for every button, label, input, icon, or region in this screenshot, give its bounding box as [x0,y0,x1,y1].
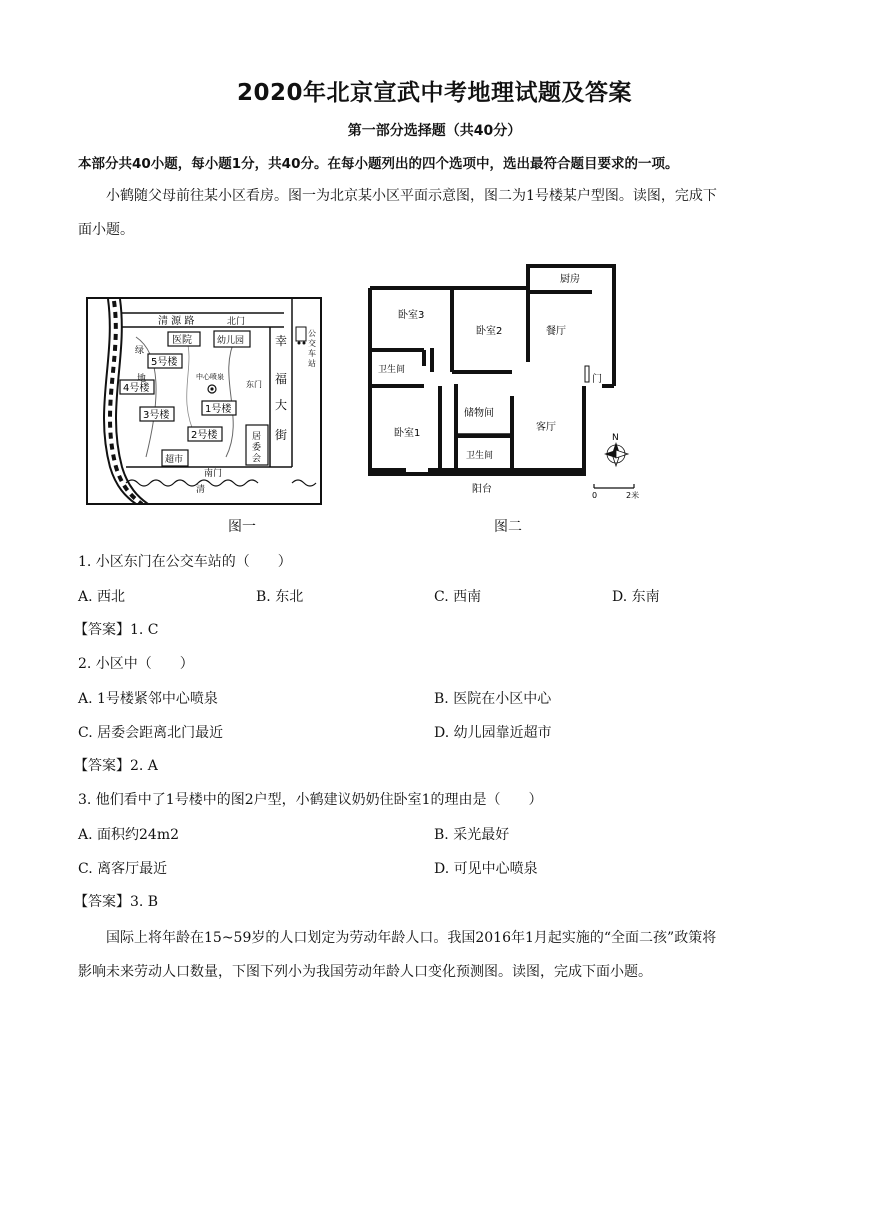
floor-plan-figure [366,262,656,507]
storage-label: 储物间 [464,408,494,419]
question-3-stem: 3. 他们看中了1号楼中的图2户型，小鹤建议奶奶住卧室1的理由是（ ） [78,792,543,808]
bus-stop-char-4: 站 [308,359,316,368]
question-3-answer: 【答案】3. B [74,894,159,910]
question-1-stem: 1. 小区东门在公交车站的（ ） [78,554,292,570]
scale-two-label: 2米 [626,491,640,500]
question-3-option-c[interactable]: C. 离客厅最近 [78,861,168,877]
question-2-answer: 【答案】2. A [74,758,158,774]
question-1-option-d[interactable]: D. 东南 [612,589,660,605]
scale-zero-label: 0 [592,491,598,500]
question-3-option-d[interactable]: D. 可见中心喷泉 [434,861,538,877]
question-1-option-c[interactable]: C. 西南 [434,589,482,605]
section-subtitle: 第一部分选择题（共40分） [347,123,522,139]
green-label-1: 绿 [135,346,145,356]
question-2-option-a[interactable]: A. 1号楼紧邻中心喷泉 [78,691,218,707]
bus-stop-char-1: 公 [308,329,316,338]
door-label: 门 [592,374,602,385]
river-label: 清 [196,485,206,495]
bus-stop-char-2: 交 [308,339,316,348]
intro2-line-2: 影响未来劳动人口数量，下图下列小为我国劳动年龄人口变化预测图。读图，完成下面小题。 [78,964,652,980]
figure-2-caption: 图二 [494,519,522,535]
street-char-1: 幸 [275,334,288,348]
north-arrow-icon [604,442,628,466]
south-gate-label: 南门 [204,469,223,479]
question-2-stem: 2. 小区中（ ） [78,656,194,672]
street-char-4: 街 [275,428,288,442]
bedroom1-label: 卧室1 [394,428,421,439]
living-room-label: 客厅 [536,422,556,433]
bathroom1-label: 卫生间 [378,365,406,375]
intro2-line-1: 国际上将年龄在15~59岁的人口划定为劳动年龄人口。我国2016年1月起实施的“全面二孩”政策将 [106,930,717,946]
question-2-option-b[interactable]: B. 医院在小区中心 [434,691,552,707]
committee-char-1: 居 [252,432,262,442]
figure-1-caption: 图一 [228,519,256,535]
question-2-option-c[interactable]: C. 居委会距离北门最近 [78,725,224,741]
building-4-label: 4号楼 [123,383,150,394]
bus-stop-char-3: 车 [308,349,316,358]
east-gate-label: 东门 [246,380,262,389]
question-1-answer: 【答案】1. C [74,622,159,638]
street-char-3: 大 [275,398,288,412]
building-3-label: 3号楼 [143,410,170,421]
committee-char-3: 会 [252,454,262,464]
community-map-figure [86,297,322,505]
intro-line-2: 面小题。 [78,222,134,238]
page-title: 2020年北京宣武中考地理试题及答案 [236,80,632,106]
question-3-option-b[interactable]: B. 采光最好 [434,827,510,843]
hospital-label: 医院 [172,335,192,346]
question-1-option-a[interactable]: A. 西北 [78,589,126,605]
kitchen-label: 厨房 [560,274,580,285]
balcony-label: 阳台 [472,484,492,495]
question-2-option-d[interactable]: D. 幼儿园靠近超市 [434,725,552,741]
question-3-option-a[interactable]: A. 面积约24m2 [78,827,180,843]
north-gate-label: 北门 [227,317,246,327]
fountain-label: 中心喷泉 [196,373,224,381]
bedroom3-label: 卧室3 [398,310,425,321]
question-1-option-b[interactable]: B. 东北 [256,589,304,605]
instructions: 本部分共40小题，每小题1分，共40分。在每小题列出的四个选项中，选出最符合题目要求的一项。 [78,156,679,172]
north-label: N [612,433,619,443]
street-char-2: 福 [275,372,288,386]
bedroom2-label: 卧室2 [476,326,503,337]
bus-stop-icon [296,327,306,345]
supermarket-label: 超市 [165,455,184,465]
building-5-label: 5号楼 [151,357,178,368]
building-2-label: 2号楼 [191,430,218,441]
green-label-2: 地 [137,374,147,384]
road-north-label: 清 源 路 [158,316,195,327]
intro-line-1: 小鹤随父母前往某小区看房。图一为北京某小区平面示意图，图二为1号楼某户型图。读图，完成下 [106,188,717,204]
committee-char-2: 委 [252,443,262,453]
dining-label: 餐厅 [546,326,566,337]
bathroom2-label: 卫生间 [466,451,494,461]
kindergarten-label: 幼儿园 [217,336,245,346]
building-1-label: 1号楼 [205,404,232,415]
